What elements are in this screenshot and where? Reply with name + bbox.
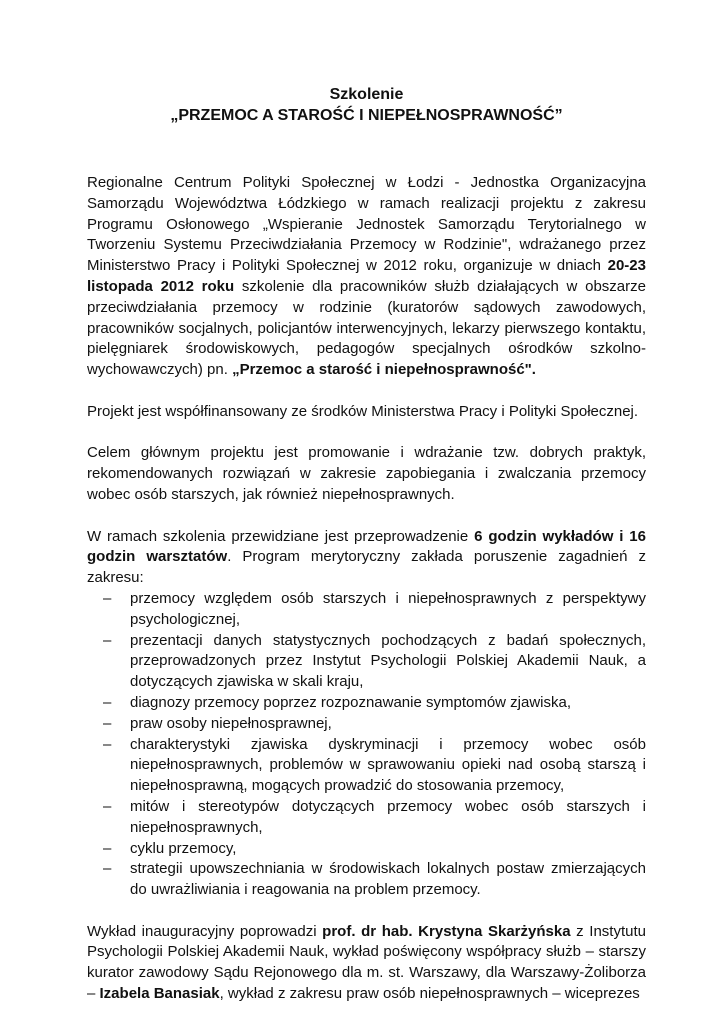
list-item — [87, 693, 646, 714]
dash-bullet-icon: – — [103, 860, 112, 878]
lecture-paragraph — [87, 922, 646, 1005]
title-line-1: Szkolenie — [329, 86, 404, 103]
list-item-text: cyklu przemocy, — [130, 839, 237, 857]
dash-bullet-icon: – — [103, 714, 112, 732]
dash-bullet-icon: – — [103, 797, 112, 815]
dash-bullet-icon: – — [103, 735, 112, 753]
intro-paragraph — [87, 173, 646, 381]
dash-bullet-icon: – — [103, 631, 112, 649]
dash-bullet-icon: – — [103, 589, 112, 607]
intro-text-cont: szkolenie dla pracowników służb działających w obszarze przeciwdziałania przemocy w rodzinie (kuratorów sądowych zawodowych, pracowników socjalnych, policjantów interwencyjnych, lekarzy pierwszego kontaktu, pielęgniarek środowiskowych, pedagogów specjalnych ośrodków szkolno-wychowawczych) pn. — [87, 277, 646, 379]
list-item — [87, 589, 646, 631]
program-hours: 6 godzin wykładów i 16 godzin warsztatów — [87, 527, 646, 566]
list-item-text: praw osoby niepełnosprawnej, — [130, 714, 332, 732]
list-item — [87, 797, 646, 839]
list-item — [87, 839, 646, 860]
list-item-text: charakterystyki zjawiska dyskryminacji i przemocy wobec osób niepełnosprawnych, problemów w sprawowaniu opieki nad osobą starszą i niepełnosprawną, mogących prowadzić do stosowania przemocy, — [130, 735, 646, 795]
list-item — [87, 859, 646, 901]
funding-paragraph: Projekt jest współfinansowany ze środków Ministerstwa Pracy i Polityki Społecznej. — [87, 402, 639, 420]
list-item — [87, 631, 646, 693]
topics-list — [87, 589, 646, 901]
list-item-text: mitów i stereotypów dotyczących przemocy wobec osób starszych i niepełnosprawnych, — [130, 797, 646, 836]
title-line-2: „PRZEMOC A STAROŚĆ I NIEPEŁNOSPRAWNOŚĆ” — [170, 107, 563, 124]
lecturer-name-2: Izabela Banasiak — [99, 985, 220, 1003]
lecture-text: Wykład inauguracyjny poprowadzi — [87, 922, 323, 940]
intro-text: Regionalne Centrum Polityki Społecznej w Łodzi - Jednostka Organizacyjna Samorządu Województwa Łódzkiego w ramach realizacji projektu z zakresu Programu Osłonowego „Wspieranie Jednostek Samorządu Terytorialnego w Tworzeniu Systemu Przeciwdziałania Przemocy w Rodzinie", wdrażanego przez Ministerstwo Pracy i Polityki Społecznej w 2012 roku, organizuje w dniach — [87, 174, 646, 275]
training-dates: 20-23 listopada 2012 roku — [87, 257, 646, 295]
program-text: W ramach szkolenia przewidziane jest przeprowadzenie — [87, 527, 475, 545]
list-item — [87, 735, 646, 797]
list-item — [87, 714, 646, 735]
list-item-text: diagnozy przemocy poprzez rozpoznawanie symptomów zjawiska, — [130, 693, 572, 711]
list-item-text: przemocy względem osób starszych i niepełnosprawnych z perspektywy psychologicznej, — [130, 589, 646, 628]
document-title — [87, 84, 646, 126]
goal-paragraph: Celem głównym projektu jest promowanie i wdrażanie tzw. dobrych praktyk, rekomendowanych rozwiązań w zakresie zapobiegania i zwalczania przemocy wobec osób starszych, jak również niepełnosprawnych. — [87, 444, 646, 503]
dash-bullet-icon: – — [103, 839, 112, 857]
list-item-text: prezentacji danych statystycznych pochodzących z badań społecznych, przeprowadzonych przez Instytut Psychologii Polskiej Akademii Nauk, a dotyczących zjawiska w skali kraju, — [130, 631, 646, 691]
lecturer-name-1: prof. dr hab. Krystyna Skarżyńska — [322, 922, 571, 940]
training-name: „Przemoc a starość i niepełnosprawność". — [232, 361, 536, 379]
dash-bullet-icon: – — [103, 693, 112, 711]
list-item-text: strategii upowszechniania w środowiskach lokalnych postaw zmierzających do uwrażliwiania i reagowania na problem przemocy. — [130, 860, 646, 899]
program-paragraph — [87, 527, 646, 589]
lecture-text-cont: z Instytutu Psychologii Polskiej Akademii Nauk, wykład poświęcony współpracy służb – starszy kurator zawodowy Sądu Rejonowego dla m. st. Warszawy, dla Warszawy-Żoliborza – — [87, 922, 646, 1003]
document-page — [87, 84, 646, 1005]
lecture-text-end: , wykład z zakresu praw osób niepełnosprawnych – wiceprezes — [219, 985, 640, 1003]
program-text-cont: . Program merytoryczny zakłada poruszenie zagadnień z zakresu: — [87, 548, 646, 587]
